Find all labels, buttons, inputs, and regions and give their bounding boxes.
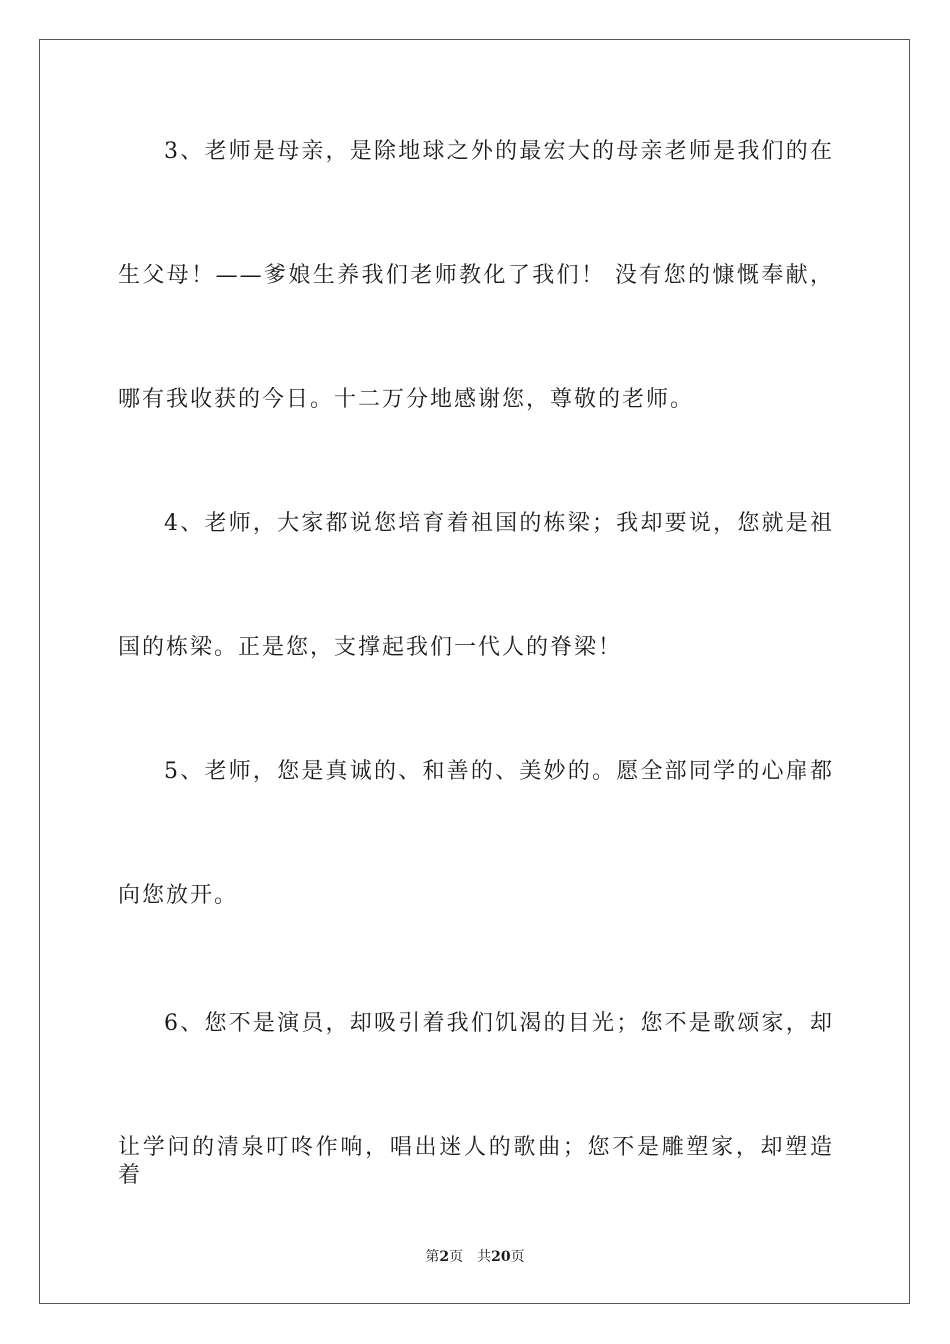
footer-total-suffix: 页 [510,1249,525,1265]
paragraph-4-line-1: 4、老师，大家都说您培育着祖国的栋梁；我却要说，您就是祖 [164,511,834,536]
paragraph-3-line-2: 生父母！——爹娘生养我们老师教化了我们！ 没有您的慷慨奉献， [118,263,834,288]
paragraph-3-line-1: 3、老师是母亲，是除地球之外的最宏大的母亲老师是我们的在 [164,139,834,164]
footer-page-prefix: 第 [425,1249,440,1265]
paragraph-6-line-2: 让学问的清泉叮咚作响，唱出迷人的歌曲；您不是雕塑家，却塑造着 [118,1135,834,1188]
footer-total-pages: 20 [491,1249,511,1265]
footer-page-number: 2 [439,1249,450,1265]
paragraph-4-line-2: 国的栋梁。正是您，支撑起我们一代人的脊梁！ [118,635,623,660]
paragraph-3-line-3: 哪有我收获的今日。十二万分地感谢您，尊敬的老师。 [118,387,695,412]
page-frame [39,39,910,1304]
footer-page-suffix: 页 [449,1249,464,1265]
page-footer [0,1248,950,1266]
footer-total-prefix: 共 [477,1249,492,1265]
paragraph-6-line-1: 6、您不是演员，却吸引着我们饥渴的目光；您不是歌颂家，却 [164,1011,834,1036]
paragraph-5-line-2: 向您放开。 [118,883,239,908]
paragraph-5-line-1: 5、老师，您是真诚的、和善的、美妙的。愿全部同学的心扉都 [164,759,834,784]
